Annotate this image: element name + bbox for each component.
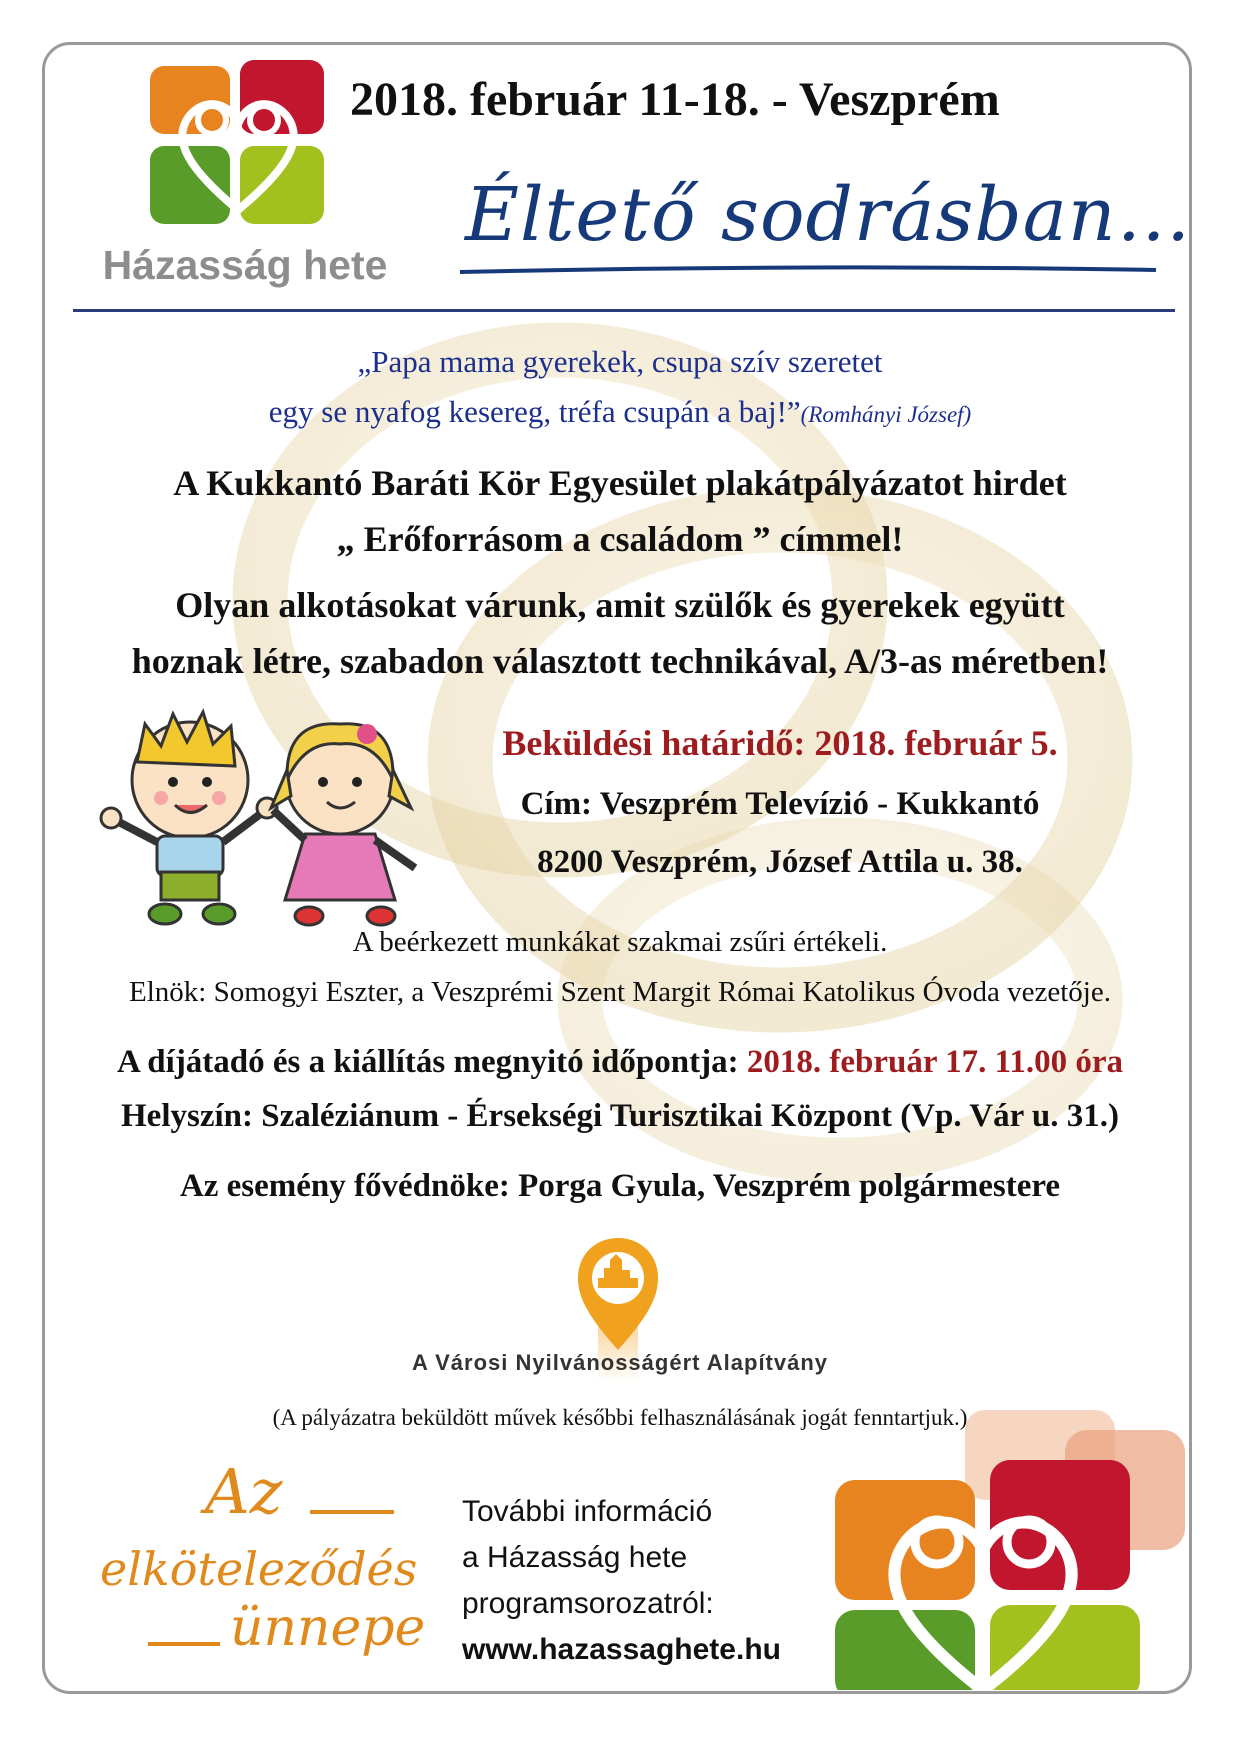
- foundation-name: A Városi Nyilvánosságért Alapítvány: [411, 1350, 829, 1375]
- hazassag-hete-large-logo-icon: [815, 1410, 1185, 1690]
- submission-address-line-1: Cím: Veszprém Televízió - Kukkantó: [520, 786, 1040, 822]
- hazassag-hete-logo-icon: [150, 60, 330, 228]
- motto-dash-1: [310, 1510, 394, 1514]
- quote-line-2: egy se nyafog kesereg, tréfa csupán a baj!”: [268, 394, 801, 429]
- children-illustration-icon: [95, 700, 435, 930]
- motto-word-2: elköteleződés: [100, 1542, 418, 1596]
- jury-line-1: A beérkezett munkákat szakmai zsűri értékeli.: [352, 926, 888, 958]
- info-line-2: a Házasság hete: [462, 1541, 688, 1574]
- header-divider: [73, 309, 1175, 312]
- motto-word-3: ünnepe: [230, 1598, 426, 1658]
- ceremony-datetime: 2018. február 17. 11.00 óra: [746, 1044, 1123, 1080]
- announcement-line-3: Olyan alkotásokat várunk, amit szülők és gyerekek együtt: [175, 585, 1065, 625]
- ceremony-venue: Helyszín: Szaléziánum - Érsekségi Turisztikai Központ (Vp. Vár u. 31.): [121, 1098, 1119, 1134]
- announcement-line-4: hoznak létre, szabadon választott technikával, A/3-as méretben!: [131, 641, 1109, 681]
- quote-line-2-wrapper: [60, 394, 1180, 430]
- event-date-place: 2018. február 11-18. - Veszprém: [350, 73, 1000, 126]
- slogan-underline: [458, 262, 1158, 278]
- event-patron: Az esemény fővédnöke: Porga Gyula, Veszprém polgármestere: [179, 1168, 1061, 1204]
- logo-text: Házasság hete: [102, 242, 388, 288]
- motto-dash-2: [148, 1642, 220, 1646]
- motto-word-1: Az: [205, 1455, 283, 1528]
- quote-line-1: „Papa mama gyerekek, csupa szív szeretet: [357, 344, 883, 379]
- info-line-1: További információ: [462, 1495, 713, 1528]
- info-website-link[interactable]: www.hazassaghete.hu: [462, 1633, 781, 1666]
- submission-address-line-2: 8200 Veszprém, József Attila u. 38.: [537, 844, 1023, 880]
- info-line-3: programsorozatról:: [462, 1587, 714, 1620]
- rights-note: (A pályázatra beküldött művek későbbi felhasználásának jogát fenntartjuk.): [272, 1405, 968, 1430]
- submission-deadline: Beküldési határidő: 2018. február 5.: [502, 723, 1058, 763]
- event-slogan: Éltető sodrásban…: [465, 172, 1192, 258]
- jury-line-2: Elnök: Somogyi Eszter, a Veszprémi Szent Margit Római Katolikus Óvoda vezetője.: [129, 976, 1111, 1008]
- announcement-line-1: A Kukkantó Baráti Kör Egyesület plakátpályázatot hirdet: [173, 463, 1067, 503]
- ceremony-time-wrapper: [50, 1044, 1190, 1081]
- announcement-line-2: „ Erőforrásom a családom ” címmel!: [336, 519, 904, 559]
- quote-author: (Romhányi József): [800, 402, 972, 427]
- ceremony-label: A díjátadó és a kiállítás megnyitó időpontja:: [117, 1044, 747, 1080]
